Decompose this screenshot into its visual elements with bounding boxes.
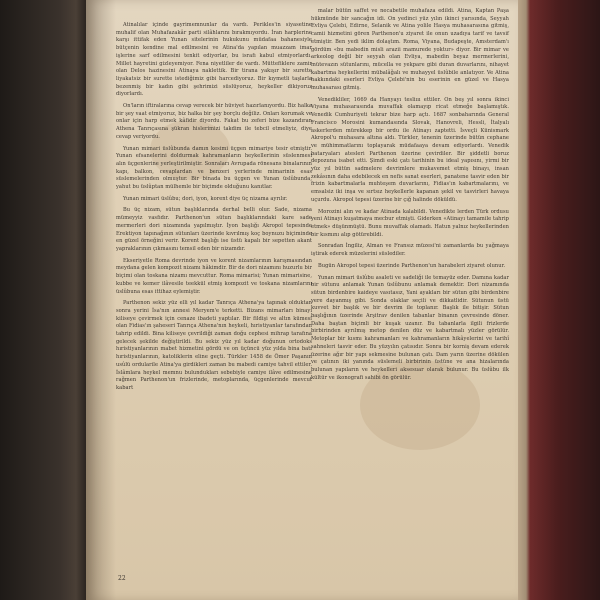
book-cover-edge	[518, 0, 600, 600]
paragraph: Yunan mimari üslûbu; dori, iyon, korent diye üç nizama ayrılır.	[123, 195, 288, 202]
paragraph: On'ların iftiralarına cevap verecek bir hüviyet hazırlanıyordu. Biz halka bir şey vaat etmiyoruz, biz halka bir şey borçlu değiliz. Onları korumak ve onlar için harp etmek kâfidir diyordu. Fakat bu zeferi bize kazandıran Athena Tanrıçasına şükran hislerimizi takdim ile tebcil etmeliyiz, diye cevap veriyordu.	[116, 103, 312, 140]
paragraph: Sonradan İngiliz, Alman ve Fransız müzesi'ni zamanlarda bu yağmaya iştirak ederek müzelerini süslediler.	[311, 243, 509, 258]
paragraph: Bu üç nizam, sütun başlıklarında derhal belli olur. Sade, nizama mümeyyiz vasfıdır. Parthenon'un sütun başlıklarındaki kare sade mermerleri dori nizamında yapılmıştır. İyon başlığı Akropol tepesinde Erektiyon tapınağının sütunları üzerinde kıvrılmış koç boynuzu biçiminde en güzel örneğini verir. Korent başlığı ise üstü kapalı bir sepetten akant yapraklarının çıkmasını temsil eden bir nizamdır.	[116, 207, 312, 252]
paragraph: Yunan mimari üslûbu asaleti ve sadeliği ile temayüz eder. Damına kadar bir sütunu anlamak Yunan üslûbunu anlamak demektir. Dori nizamında sütun birdenbire kaideye vasıtasız, Yani ayakları bir sütun gibi birdenbire yere dayanmış gibi. Sonda olaklar seçili ve dikkatlidir. Sütunun üstü kuvvet bir başlık ve bir devrim ile toplanır. Başlık ile bitişir. Sütun başlığının üzerinde Arşitrav denilen tabanlar binanın çevresinde döner. Daha baştan biçimli bir kuşak uzanır. Bu tabanlarla ilgili frizlerde birbirinden ayrılmış metop denilen düz ve kabartmalı yüzler görülür. Metoplar bir kısmı kahramanları ve kahramanların hikâyelerini ve tarihî sahneleri tasvir eder. Bu yüzyılın çatısıdır. Sonra bir korniş devam ederek üzerine ağır bir yapı sekmesine bulunan çatı. Dam yarın üzerine dökülen ve çatının iki yanında süslemeli birbirinin üstüne ve ana hizalarında bulunan yapıların ve heykelleri aksesuar olarak bulunur. Bu üslûbu ilk kültür ve ikonografi sahibi ön görülür.	[311, 274, 509, 381]
paragraph: malar bütün saffet ve necabetile muhafaza edildi. Atina, Kaptan Paşa hükmünde bir sancağın idi. On yedinci yüz yılın ikinci yarısında, Seyyah Evliya Çelebi, Edirne, Selanik ve Atina yolile Hasya muhasarasına gitmiş, camii hizmetini gören Parthenon'u ziyaret ile onun uzadıya tarif ve tavsif etmiştir. Ben yedi iklim dolaştım. Roma, Viyana, Budapeşte, Amsterdam'ı gördüm «bu mabedin misli arazii mamurede yoktur» diyor. Bir mimar ve arkeolog değil bir seyyah olan Evliya, mabedin beyaz mermerlerini, mütevazın sütunlarını, mücella ve yekpare gibi duran duvarlarını, nihayet kabartma heykellerini mübalâğalı ve muhayyel üslûbile anlatıyor. Ve Atina hakkındaki eserleri Evliya Çelebi'nin bu eserinin en güzel ve Hasya muhasarası gitmiş.	[311, 8, 509, 92]
paragraph: Morozini alın ve kadar Atinada kalabildi. Venedikte lerden Türk ordusu yeni Atinayı kuşatmaya mecbur etmişti. Giderken «Atinayı tamamile tahrip etmek» düşünmüştü. Bunu muvaffak olamadı. Hatun yalnız heykellerinden bir kısmını alıp götürebildi.	[311, 208, 509, 238]
paragraph: Yunan mimari üslûbunda damın kesimi üçgen mimariye tesir etmiştir. Yunan efsanelerini doldurmak kahramanların heykellerinin süslenmesi alın üçgenlerine yerleştirilmiştir. Sonraları Avrupada rönesans binalarının kapı, balkon, cevaplardan ve benzeri yerlerinde mimarinin esas süslemelerinden olmuştur. Bir binada bu üçgen ve Yunan üslûbunda, yahut bu üslûptan mülhemle bir biçimde olduğunu kanıtlar.	[116, 145, 312, 191]
right-text-column	[311, 8, 509, 386]
paragraph: Parthenon sekiz yüz elli yıl kadar Tanrıça Athena'ya tapınak olduktan sonra yerini İsa'nın annesi Meryem'e terketti. Bizans mimarları binayı kiliseye çevirmek için cenaze ibadeti yaptılar. Bir fildişi ve altın kümesi olan Fidias'ın şaheseri Tanrıça Athena'nın heykeli, hıristiyanlar tarafından tahrip edildi. Bina kiliseye çevrildiği zaman doğu cephesi mihrap tarafına gelecek şekilde değiştirildi. Bu sekiz yüz yıl kadar doğunun ortodoks hıristiyanlarının mabet hizmetini gördü ve on üçüncü yüz yılda bina batı hıristiyanlarının, katoliklerin eline geçti. Türkler 1458 de Ömer Paşanın usûlü ordularile Atina'ya girdikleri zaman bu mabedi camiye tahvil ettiler. İslâmlara heykel memnu bulundukları sebebiyle camiye ilâve edilmesine rağmen Parthenon'un frizlerinde, metoplarında, üçgenlerinde mevcut kabart	[116, 300, 312, 391]
paragraph: Bugün Akropol tepesi üzerinde Parthenon'un harabeleri ziyaret olunur.	[318, 262, 506, 269]
paragraph: Ekseriyetle Roma devrinde iyon ve korent nizamlarının karışmasından meydana gelen kompozit nizamı hâkimdir. Bir de dori nizamını huzurlu bir biçimi olan toskana nizamı mevcuttur. Roma mimarisi; Yunan mimarisine, kubbe ve kemer ilâvesile teekkül etmiş kompozit ve toskana nizamlarını üslûbuna esas ittihaz eylemiştir.	[116, 257, 313, 295]
paragraph: Venedikliler, 1669 da Hanyayı tesliııı ettiler. On beş yıl sonra ikinci Viyana muhasarasında muvaffak olamayıp ricat etmeğe başlamıştık. Venedik Cumhuriyeti tekrar bize harp açtı. 1687 sonbaharında General Francisco Morosini kumandasında Slovak, Hanovreli, Hessli, İtalyalı askerlerden mürekkep bir ordu ile Atinayı zaptetti. İsveçli Künismark Akropol'u muhasara altına aldı. Türkler, tenenin üzerinde bütün cephane ve mühimmatlarını toplayarak müdafaaya devam ediyorlardı. Venedik bataryaları atesleri Parthenon üzerine çevirdiler. Bir şiddetli boruz depozuna isabet etti. Şimdi eski çatı tarihinin bu ideal yapısını, yirmi bir yüz yıl bütün sadmelere devrimlere mukavemet etmiş binayı, insan zekâsının daha edebilecek en nefis sanat eserleri, panatene tasvir eden bir frizin kabartmalarla muhteşem duvarlarını, Fidias'ın kabartmalarını, ve emsalsiz iki inşa ve sırtsız heykellerle kapanan şekil ve tasvirleri havaya uçurdu. Akropol tepesi üzerine bir çığ halinde döküldü.	[311, 96, 509, 203]
binding-shadow	[86, 0, 116, 600]
left-text-column	[116, 22, 312, 397]
paragraph: Atinalılar içinde gayrimemnunlar da vardı. Perikles'in siyasetine muhalif olan Muhafazakâr parti silâhlarını bırakmıyordu. İran harplerine karşı ittifak eden Yunan sitelerinin hukukunu müdafaa bahanesiyle bütçenin kendine mal edilmesini ve Atina'da yapılan muazzam imar işlerine sarf edilmesini tenkit ediyorlar, bu israfı kabul etmiyorlardı. Millet hayretini gizleyemiyor. Fena niyetliler de vardı. Müttefiklere zamir olan Delos hazinesini Atinaya naklettik. Bir tirana yakışır bir surette liyakatsiz bir surette istediğimiz gibi harcediyoruz. Bir kıymetli taşlarla bezenmiş bir kadın gibi şehrimizi süslüyoruz, heykeller dikiyoruz diyorlardı.	[116, 22, 312, 98]
page-number: 22	[118, 575, 126, 582]
